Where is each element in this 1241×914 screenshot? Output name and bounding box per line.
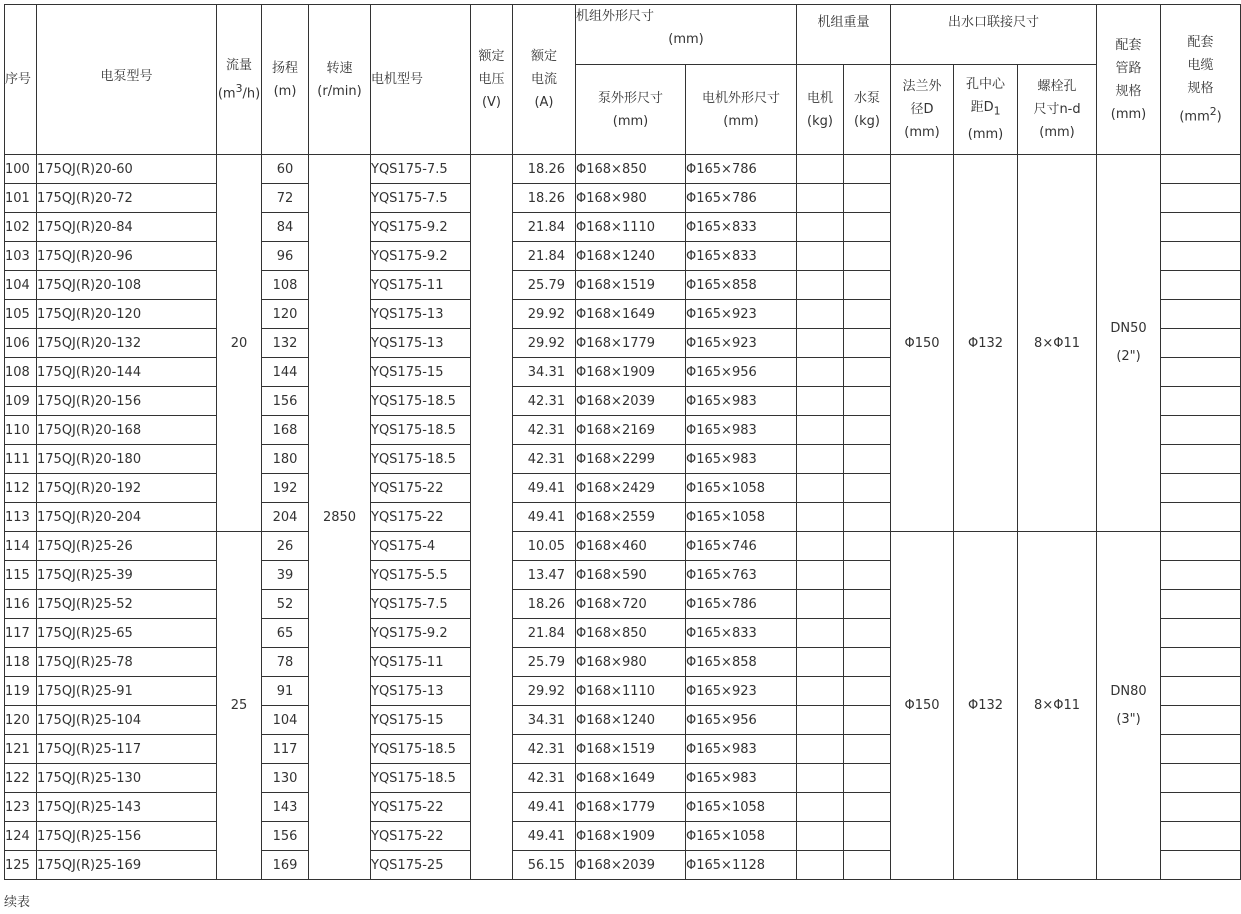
cell-pump-dims: Φ168×2169 [576, 416, 686, 445]
cell-model: 175QJ(R)25-104 [37, 706, 217, 735]
header-seq: 序号 [5, 5, 37, 155]
cell-bolt: 8×Φ11 [1018, 155, 1097, 532]
table-row [5, 155, 1241, 184]
header-outlet-group: 出水口联接尺寸 [891, 5, 1097, 65]
cell-model: 175QJ(R)25-143 [37, 793, 217, 822]
cell-cable [1161, 213, 1241, 242]
cell-current: 42.31 [513, 764, 576, 793]
cell-current: 29.92 [513, 300, 576, 329]
cell-weight-pump [844, 503, 891, 532]
cell-cable [1161, 735, 1241, 764]
cell-head: 168 [262, 416, 309, 445]
header-head: 扬程 (m) [262, 5, 309, 155]
cell-pump-dims: Φ168×1779 [576, 329, 686, 358]
footer-note: 续表 [4, 895, 31, 910]
cell-head: 120 [262, 300, 309, 329]
cell-weight-motor [797, 590, 844, 619]
cell-weight-motor [797, 677, 844, 706]
cell-cable [1161, 503, 1241, 532]
cell-motor-dims: Φ165×983 [686, 735, 797, 764]
cell-weight-motor [797, 416, 844, 445]
cell-motor-dims: Φ165×1128 [686, 851, 797, 880]
header-weight-motor: 电机 (kg) [797, 65, 844, 155]
cell-current: 21.84 [513, 242, 576, 271]
cell-weight-pump [844, 735, 891, 764]
cell-head: 180 [262, 445, 309, 474]
cell-cable [1161, 793, 1241, 822]
cell-pump-dims: Φ168×1649 [576, 764, 686, 793]
cell-motor-dims: Φ165×833 [686, 213, 797, 242]
cell-pump-dims: Φ168×980 [576, 648, 686, 677]
cell-weight-motor [797, 648, 844, 677]
cell-pump-dims: Φ168×590 [576, 561, 686, 590]
cell-model: 175QJ(R)25-78 [37, 648, 217, 677]
cell-motor-dims: Φ165×983 [686, 387, 797, 416]
cell-pump-dims: Φ168×1909 [576, 822, 686, 851]
cell-current: 13.47 [513, 561, 576, 590]
cell-head: 192 [262, 474, 309, 503]
cell-weight-motor [797, 329, 844, 358]
cell-head: 84 [262, 213, 309, 242]
cell-seq: 122 [5, 764, 37, 793]
cell-current: 42.31 [513, 416, 576, 445]
cell-current: 42.31 [513, 735, 576, 764]
pipe-inch: (3") [1116, 711, 1141, 727]
cell-seq: 102 [5, 213, 37, 242]
cell-weight-motor [797, 764, 844, 793]
cell-motor-dims: Φ165×786 [686, 155, 797, 184]
cell-weight-pump [844, 532, 891, 561]
cell-weight-motor [797, 155, 844, 184]
cell-pump-dims: Φ168×1110 [576, 677, 686, 706]
cell-hole: Φ132 [954, 532, 1018, 880]
cell-hole: Φ132 [954, 155, 1018, 532]
cell-weight-motor [797, 793, 844, 822]
cell-pump-dims: Φ168×1240 [576, 706, 686, 735]
cell-head: 130 [262, 764, 309, 793]
cell-head: 78 [262, 648, 309, 677]
pipe-inch: (2") [1116, 349, 1141, 364]
cell-current: 49.41 [513, 793, 576, 822]
cell-current: 25.79 [513, 271, 576, 300]
cell-cable [1161, 387, 1241, 416]
cell-bolt: 8×Φ11 [1018, 532, 1097, 880]
cell-model: 175QJ(R)20-60 [37, 155, 217, 184]
cell-model: 175QJ(R)25-117 [37, 735, 217, 764]
cell-pump-dims: Φ168×2039 [576, 851, 686, 880]
cell-head: 60 [262, 155, 309, 184]
cell-seq: 123 [5, 793, 37, 822]
cell-seq: 108 [5, 358, 37, 387]
cell-motor-dims: Φ165×763 [686, 561, 797, 590]
cell-current: 49.41 [513, 503, 576, 532]
cell-current: 34.31 [513, 358, 576, 387]
cell-weight-motor [797, 445, 844, 474]
cell-model: 175QJ(R)25-65 [37, 619, 217, 648]
cell-seq: 110 [5, 416, 37, 445]
cell-voltage [471, 155, 513, 880]
cell-motor: YQS175-11 [371, 271, 471, 300]
cell-weight-motor [797, 213, 844, 242]
cell-motor: YQS175-9.2 [371, 213, 471, 242]
cell-model: 175QJ(R)20-192 [37, 474, 217, 503]
cell-weight-pump [844, 793, 891, 822]
cell-motor-dims: Φ165×833 [686, 242, 797, 271]
cell-model: 175QJ(R)20-204 [37, 503, 217, 532]
cell-model: 175QJ(R)20-168 [37, 416, 217, 445]
cell-pump-dims: Φ168×460 [576, 532, 686, 561]
cell-seq: 116 [5, 590, 37, 619]
cell-motor-dims: Φ165×746 [686, 532, 797, 561]
cell-pump-dims: Φ168×2429 [576, 474, 686, 503]
cell-pump-dims: Φ168×2559 [576, 503, 686, 532]
cell-motor: YQS175-9.2 [371, 619, 471, 648]
cell-pump-dims: Φ168×850 [576, 155, 686, 184]
cell-seq: 113 [5, 503, 37, 532]
header-flow: 流量 $(m^3/h)$ [217, 5, 262, 155]
cell-current: 18.26 [513, 155, 576, 184]
cell-weight-motor [797, 184, 844, 213]
cell-weight-motor [797, 358, 844, 387]
cell-motor-dims: Φ165×983 [686, 445, 797, 474]
cell-weight-pump [844, 677, 891, 706]
cell-motor-dims: Φ165×956 [686, 706, 797, 735]
cell-motor: YQS175-18.5 [371, 416, 471, 445]
cell-current: 21.84 [513, 619, 576, 648]
cell-weight-pump [844, 213, 891, 242]
cell-weight-pump [844, 416, 891, 445]
cell-motor-dims: Φ165×923 [686, 329, 797, 358]
cell-weight-pump [844, 387, 891, 416]
cell-weight-pump [844, 619, 891, 648]
cell-cable [1161, 242, 1241, 271]
cell-weight-pump [844, 329, 891, 358]
cell-motor: YQS175-18.5 [371, 445, 471, 474]
cell-motor: YQS175-13 [371, 677, 471, 706]
cell-weight-pump [844, 445, 891, 474]
cell-seq: 104 [5, 271, 37, 300]
cell-weight-motor [797, 387, 844, 416]
cell-cable [1161, 155, 1241, 184]
cell-model: 175QJ(R)25-52 [37, 590, 217, 619]
cell-weight-motor [797, 706, 844, 735]
pump-spec-table [4, 4, 1241, 880]
cell-model: 175QJ(R)20-108 [37, 271, 217, 300]
cell-motor-dims: Φ165×858 [686, 271, 797, 300]
cell-motor: YQS175-13 [371, 329, 471, 358]
cell-cable [1161, 271, 1241, 300]
pipe-size: DN80 [1110, 683, 1147, 699]
cell-model: 175QJ(R)25-169 [37, 851, 217, 880]
cell-cable [1161, 822, 1241, 851]
cell-flange: Φ150 [891, 532, 954, 880]
cell-motor: YQS175-22 [371, 503, 471, 532]
cell-model: 175QJ(R)20-84 [37, 213, 217, 242]
cell-seq: 106 [5, 329, 37, 358]
cell-weight-motor [797, 271, 844, 300]
cell-head: 26 [262, 532, 309, 561]
cell-weight-pump [844, 474, 891, 503]
cell-head: 169 [262, 851, 309, 880]
cell-head: 96 [262, 242, 309, 271]
cell-weight-motor [797, 532, 844, 561]
cell-current: 49.41 [513, 474, 576, 503]
cell-weight-pump [844, 561, 891, 590]
cell-cable [1161, 648, 1241, 677]
cell-motor: YQS175-5.5 [371, 561, 471, 590]
cell-seq: 109 [5, 387, 37, 416]
cell-motor: YQS175-11 [371, 648, 471, 677]
cell-motor: YQS175-18.5 [371, 387, 471, 416]
table-body [5, 155, 1241, 880]
header-pipe: 配套 管路 规格 (mm) [1097, 5, 1161, 155]
header-flange: 法兰外 径D (mm) [891, 65, 954, 155]
cell-model: 175QJ(R)25-26 [37, 532, 217, 561]
cell-seq: 103 [5, 242, 37, 271]
cell-model: 175QJ(R)20-144 [37, 358, 217, 387]
cell-cable [1161, 300, 1241, 329]
cell-seq: 118 [5, 648, 37, 677]
cell-cable [1161, 358, 1241, 387]
table-row [5, 532, 1241, 561]
cell-weight-pump [844, 764, 891, 793]
header-pump-dims: 泵外形尺寸 (mm) [576, 65, 686, 155]
cell-weight-pump [844, 590, 891, 619]
cell-pump-dims: Φ168×2039 [576, 387, 686, 416]
header-bolt: 螺栓孔 尺寸n-d (mm) [1018, 65, 1097, 155]
cell-motor: YQS175-7.5 [371, 590, 471, 619]
cell-current: 42.31 [513, 445, 576, 474]
cell-motor: YQS175-4 [371, 532, 471, 561]
cell-weight-motor [797, 503, 844, 532]
cell-head: 65 [262, 619, 309, 648]
cell-head: 108 [262, 271, 309, 300]
table-header [5, 5, 1241, 155]
cell-motor-dims: Φ165×923 [686, 300, 797, 329]
cell-motor-dims: Φ165×923 [686, 677, 797, 706]
cell-motor: YQS175-15 [371, 358, 471, 387]
cell-cable [1161, 329, 1241, 358]
cell-cable [1161, 764, 1241, 793]
cell-weight-pump [844, 155, 891, 184]
cell-cable [1161, 474, 1241, 503]
cell-current: 29.92 [513, 677, 576, 706]
cell-pipe [1097, 532, 1161, 880]
cell-motor-dims: Φ165×786 [686, 184, 797, 213]
cell-seq: 111 [5, 445, 37, 474]
cell-model: 175QJ(R)25-130 [37, 764, 217, 793]
cell-current: 21.84 [513, 213, 576, 242]
cell-weight-pump [844, 358, 891, 387]
cell-model: 175QJ(R)25-39 [37, 561, 217, 590]
cell-pump-dims: Φ168×720 [576, 590, 686, 619]
cell-weight-pump [844, 648, 891, 677]
cell-motor: YQS175-7.5 [371, 155, 471, 184]
cell-weight-pump [844, 271, 891, 300]
cell-pipe [1097, 155, 1161, 532]
cell-head: 52 [262, 590, 309, 619]
cell-motor-dims: Φ165×786 [686, 590, 797, 619]
cell-head: 156 [262, 387, 309, 416]
cell-model: 175QJ(R)20-72 [37, 184, 217, 213]
cell-current: 49.41 [513, 822, 576, 851]
cell-pump-dims: Φ168×1779 [576, 793, 686, 822]
cell-cable [1161, 416, 1241, 445]
cell-weight-pump [844, 822, 891, 851]
cell-motor-dims: Φ165×1058 [686, 793, 797, 822]
cell-motor: YQS175-7.5 [371, 184, 471, 213]
cell-motor-dims: Φ165×1058 [686, 822, 797, 851]
cell-flange: Φ150 [891, 155, 954, 532]
cell-flow: 25 [217, 532, 262, 880]
header-motor-dims: 电机外形尺寸 (mm) [686, 65, 797, 155]
cell-model: 175QJ(R)20-180 [37, 445, 217, 474]
cell-weight-motor [797, 822, 844, 851]
cell-seq: 112 [5, 474, 37, 503]
cell-model: 175QJ(R)20-132 [37, 329, 217, 358]
header-weight-pump: 水泵 (kg) [844, 65, 891, 155]
cell-motor: YQS175-15 [371, 706, 471, 735]
pipe-size: DN50 [1110, 321, 1147, 336]
cell-cable [1161, 851, 1241, 880]
cell-motor-dims: Φ165×956 [686, 358, 797, 387]
cell-pump-dims: Φ168×850 [576, 619, 686, 648]
cell-seq: 121 [5, 735, 37, 764]
cell-current: 18.26 [513, 184, 576, 213]
cell-motor-dims: Φ165×833 [686, 619, 797, 648]
header-model: 电泵型号 [37, 5, 217, 155]
header-current: 额定 电流 (A) [513, 5, 576, 155]
cell-seq: 101 [5, 184, 37, 213]
cell-motor: YQS175-18.5 [371, 764, 471, 793]
cell-pump-dims: Φ168×1649 [576, 300, 686, 329]
cell-seq: 120 [5, 706, 37, 735]
cell-cable [1161, 532, 1241, 561]
cell-motor: YQS175-13 [371, 300, 471, 329]
header-dims-group: 机组外形尺寸 (mm) [576, 5, 797, 65]
cell-pump-dims: Φ168×980 [576, 184, 686, 213]
cell-head: 104 [262, 706, 309, 735]
cell-weight-pump [844, 851, 891, 880]
cell-motor-dims: Φ165×983 [686, 416, 797, 445]
cell-model: 175QJ(R)20-96 [37, 242, 217, 271]
header-hole: 孔中心 距$D_1$ (mm) [954, 65, 1018, 155]
cell-head: 132 [262, 329, 309, 358]
cell-model: 175QJ(R)20-120 [37, 300, 217, 329]
cell-motor: YQS175-22 [371, 822, 471, 851]
cell-weight-pump [844, 300, 891, 329]
cell-weight-motor [797, 619, 844, 648]
cell-motor: YQS175-22 [371, 474, 471, 503]
cell-seq: 100 [5, 155, 37, 184]
cell-seq: 119 [5, 677, 37, 706]
cell-head: 204 [262, 503, 309, 532]
cell-weight-motor [797, 300, 844, 329]
cell-cable [1161, 619, 1241, 648]
cell-motor: YQS175-18.5 [371, 735, 471, 764]
cell-weight-pump [844, 242, 891, 271]
cell-head: 143 [262, 793, 309, 822]
cell-head: 91 [262, 677, 309, 706]
header-voltage: 额定 电压 (V) [471, 5, 513, 155]
cell-weight-motor [797, 242, 844, 271]
cell-current: 10.05 [513, 532, 576, 561]
header-weight-group: 机组重量 [797, 5, 891, 65]
header-motor: 电机型号 [371, 5, 471, 155]
cell-cable [1161, 184, 1241, 213]
cell-current: 25.79 [513, 648, 576, 677]
cell-pump-dims: Φ168×1240 [576, 242, 686, 271]
cell-head: 144 [262, 358, 309, 387]
header-speed: 转速 (r/min) [309, 5, 371, 155]
cell-pump-dims: Φ168×2299 [576, 445, 686, 474]
cell-seq: 114 [5, 532, 37, 561]
cell-current: 18.26 [513, 590, 576, 619]
cell-cable [1161, 445, 1241, 474]
cell-seq: 124 [5, 822, 37, 851]
cell-cable [1161, 590, 1241, 619]
cell-current: 42.31 [513, 387, 576, 416]
cell-model: 175QJ(R)20-156 [37, 387, 217, 416]
cell-weight-pump [844, 706, 891, 735]
cell-seq: 105 [5, 300, 37, 329]
cell-seq: 117 [5, 619, 37, 648]
cell-pump-dims: Φ168×1110 [576, 213, 686, 242]
cell-motor: YQS175-25 [371, 851, 471, 880]
cell-motor: YQS175-22 [371, 793, 471, 822]
cell-weight-motor [797, 851, 844, 880]
cell-model: 175QJ(R)25-91 [37, 677, 217, 706]
cell-head: 72 [262, 184, 309, 213]
cell-flow: 20 [217, 155, 262, 532]
cell-weight-motor [797, 735, 844, 764]
cell-seq: 125 [5, 851, 37, 880]
cell-motor: YQS175-9.2 [371, 242, 471, 271]
cell-current: 34.31 [513, 706, 576, 735]
cell-head: 39 [262, 561, 309, 590]
cell-seq: 115 [5, 561, 37, 590]
cell-motor-dims: Φ165×1058 [686, 503, 797, 532]
cell-weight-motor [797, 474, 844, 503]
cell-motor-dims: Φ165×858 [686, 648, 797, 677]
cell-motor-dims: Φ165×1058 [686, 474, 797, 503]
cell-cable [1161, 561, 1241, 590]
cell-cable [1161, 677, 1241, 706]
cell-cable [1161, 706, 1241, 735]
cell-motor-dims: Φ165×983 [686, 764, 797, 793]
cell-speed: 2850 [309, 155, 371, 880]
cell-current: 29.92 [513, 329, 576, 358]
cell-head: 117 [262, 735, 309, 764]
cell-pump-dims: Φ168×1519 [576, 271, 686, 300]
cell-weight-pump [844, 184, 891, 213]
cell-model: 175QJ(R)25-156 [37, 822, 217, 851]
cell-head: 156 [262, 822, 309, 851]
header-cable: 配套 电缆 规格 $(mm^2)$ [1161, 5, 1241, 155]
cell-pump-dims: Φ168×1519 [576, 735, 686, 764]
cell-current: 56.15 [513, 851, 576, 880]
cell-pump-dims: Φ168×1909 [576, 358, 686, 387]
cell-weight-motor [797, 561, 844, 590]
